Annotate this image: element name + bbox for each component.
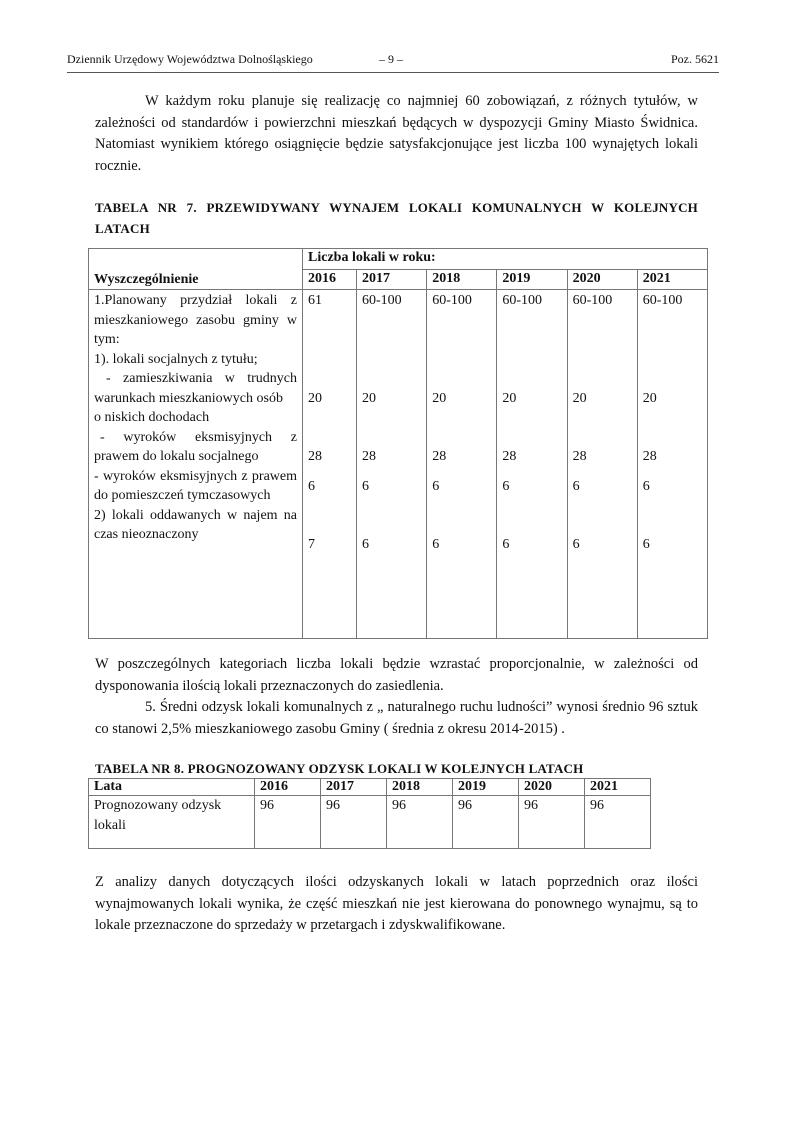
table7-year-column [427,290,497,639]
table7-year: 2018 [427,270,497,290]
cell-value: 60-100 [572,293,613,308]
desc-line: - wyroków eksmisyjnych z prawem do pomieszczeń tymczasowych [94,468,297,503]
point5-paragraph: 5. Średni odzysk lokali komunalnych z „ naturalnego ruchu ludności” wynosi średnio 96 sztuk co stanowi 2,5% mieszkaniowego zasobu Gminy ( średnia z okresu 2014-2015) . [95,699,698,737]
cell-value: 20 [642,390,657,406]
cell-value: 28 [502,449,517,464]
cell-value: 60-100 [502,293,543,308]
table7-group-header: Liczba lokali w roku: [303,249,708,270]
table7-year: 2017 [357,270,427,290]
cell-value: 28 [572,449,587,464]
intro-paragraph: W każdym roku planuje się realizację co najmniej 60 zobowiązań, z różnych tytułów, w zależności od standardów i powierzchni mieszkań będących w dyspozycji Gminy Miasto Świdnica. Natomiast wynikiem którego osiągnięcie będzie satysfakcjonujące jest liczba 100 wynajętych lokali rocznie. [95,93,698,174]
desc-line: 1.Planowany przydział lokali z mieszkaniowego zasobu gminy w tym: [94,293,297,347]
page-header [67,52,719,73]
table7-body-row [89,290,708,639]
cell-value: 96 [519,796,585,849]
table7-caption: TABELA NR 7. PRZEWIDYWANY WYNAJEM LOKALI KOMUNALNYCH W KOLEJNYCH LATACH [95,200,698,236]
table8-caption: TABELA NR 8. PROGNOZOWANY ODZYSK LOKALI W KOLEJNYCH LATACH [95,761,584,776]
cell-value: 96 [453,796,519,849]
cell-value: 6 [362,478,370,494]
cell-value: 6 [642,537,650,552]
cell-value: 60-100 [432,293,472,308]
cell-value: 60-100 [642,293,683,308]
table7-year-column [567,290,637,639]
cell-value: 20 [572,390,587,406]
table8-year: 2016 [255,779,321,796]
cell-value: 28 [308,449,322,464]
table7-col-header: Wyszczególnienie [89,249,303,290]
table8-year: 2017 [321,779,387,796]
table7-year-column [357,290,427,639]
table8-header-label: Lata [89,779,255,796]
table7-year-column [497,290,567,639]
cell-value: 6 [572,478,580,494]
cell-value: 6 [432,537,440,552]
desc-line: 1). lokali socjalnych z tytułu; [94,351,258,367]
cell-value: 28 [432,449,447,464]
table7-year: 2016 [303,270,357,290]
table7-description [89,290,303,639]
desc-line: - wyroków eksmisyjnych z prawem do lokalu socjalnego [94,429,297,464]
cell-value: 6 [572,537,580,552]
cell-value: 96 [321,796,387,849]
table8-data-row [89,796,651,849]
proportional-paragraph: W poszczególnych kategoriach liczba lokali będzie wzrastać proporcjonalnie, w zależności od dysponowania ilością lokali przeznaczonych do zasiedlenia. [95,656,698,694]
desc-line: 2) lokali oddawanych w najem na czas nieoznaczony [94,507,297,542]
cell-value: 6 [308,478,315,494]
cell-value: 6 [432,478,440,494]
desc-line: - zamieszkiwania w trudnych warunkach mieszkaniowych osób [94,371,297,406]
cell-value: 6 [642,478,650,494]
page-number: – 9 – [379,52,403,66]
table8-header-row [89,779,651,796]
cell-value: 20 [502,390,517,406]
cell-value: 28 [642,449,657,464]
cell-value: 20 [432,390,447,406]
table7-year-column [637,290,707,639]
table7 [88,248,708,639]
table7-year: 2020 [567,270,637,290]
cell-value: 20 [362,390,377,406]
conclusion-paragraph: Z analizy danych dotyczących ilości odzyskanych lokali w latach poprzednich oraz ilości wynajmowanych lokali wynika, że część mieszkań nie jest kierowana do ponownego wynajmu, są to lokale przeznaczone do sprzedaży w przetargach i zdyskwalifikowane. [95,874,698,933]
table7-year-column [303,290,357,639]
cell-value: 7 [308,537,315,552]
cell-value: 96 [255,796,321,849]
journal-title: Dziennik Urzędowy Województwa Dolnośląskiego [67,52,313,66]
cell-value: 6 [362,537,370,552]
position-number: Poz. 5621 [671,52,719,66]
table7-year: 2019 [497,270,567,290]
cell-value: 6 [502,537,510,552]
cell-value: 6 [502,478,510,494]
table8-year: 2020 [519,779,585,796]
cell-value: 28 [362,449,377,464]
table8-year: 2019 [453,779,519,796]
cell-value: 96 [585,796,651,849]
desc-line: o niskich dochodach [94,410,210,425]
table8-row-label: Prognozowany odzysk lokali [89,796,255,849]
table8-year: 2018 [387,779,453,796]
cell-value: 60-100 [362,293,402,308]
table8 [88,778,651,849]
cell-value: 96 [387,796,453,849]
cell-value: 20 [308,390,322,406]
cell-value: 61 [308,293,322,308]
table8-year: 2021 [585,779,651,796]
table7-year: 2021 [637,270,707,290]
